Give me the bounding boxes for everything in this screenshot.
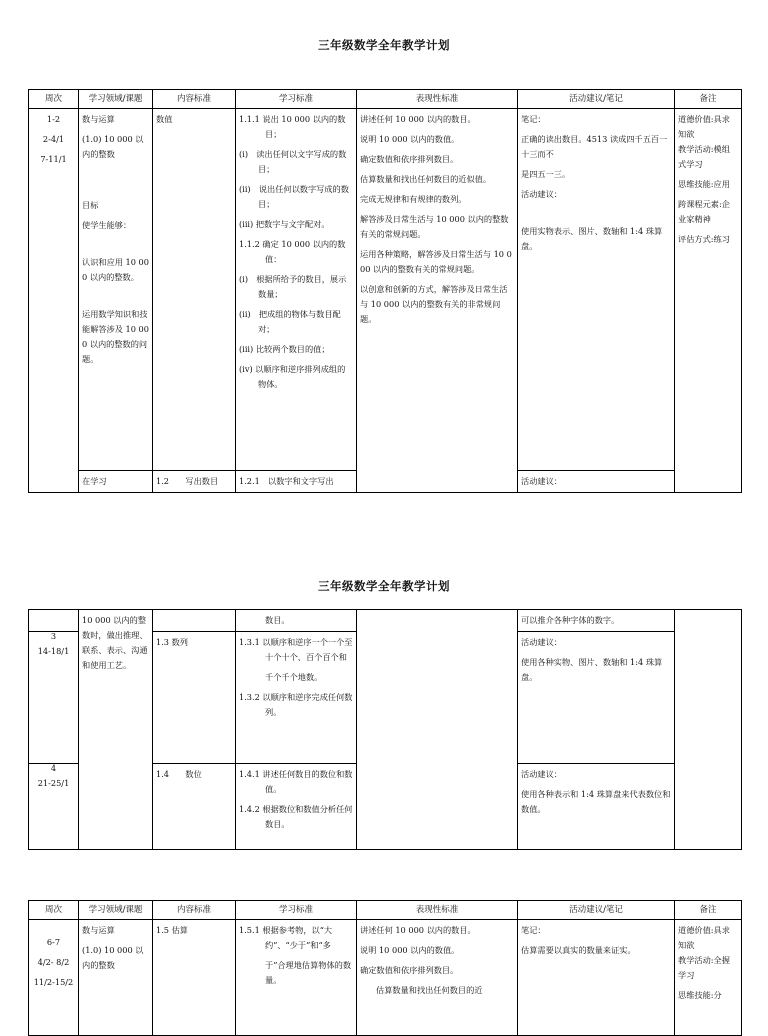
domain-title: 数与运算	[82, 925, 115, 935]
week-date: 14-18/1	[37, 646, 70, 656]
table-header-row	[29, 90, 742, 109]
note-text: 是四五一三。	[521, 169, 571, 179]
activity-cell	[518, 764, 675, 850]
week-date: 2-4/1	[42, 134, 65, 144]
content-cell	[153, 109, 236, 471]
week-cell	[29, 632, 79, 764]
week-cell	[29, 764, 79, 850]
note-text: 正确的读出数目。4513 读成四千五百一十三而不	[521, 134, 668, 159]
plan-table-2	[28, 609, 741, 850]
learning-cell	[236, 764, 357, 850]
content-cell	[153, 920, 236, 1036]
remark: 思维技能:分	[678, 990, 722, 1000]
header-learning-standard: 学习标准	[236, 90, 357, 109]
header-week: 周次	[29, 901, 79, 920]
performance-cell	[357, 920, 518, 1036]
performance-standard: 说明 10 000 以内的数值。	[360, 134, 460, 144]
week-cell	[29, 109, 79, 493]
performance-standard: 讲述任何 10 000 以内的数目。	[360, 114, 476, 124]
header-week: 周次	[29, 90, 79, 109]
remark: 评估方式:练习	[678, 234, 730, 244]
activity-text: 使用各种实物、图片、数轴和 1:4 珠算盘。	[521, 657, 663, 682]
table-row	[29, 109, 742, 471]
learning-standard: 1.3.1 以顺序和逆序一个一个至十个十个、百个百个和	[239, 637, 353, 662]
note-text: 估算需要以真实的数量来证实。	[521, 945, 636, 955]
domain-title: 数与运算	[82, 114, 115, 124]
goal-heading: 目标	[82, 200, 99, 210]
week-number: 3	[50, 631, 57, 641]
page-title: 三年级数学全年教学计划	[318, 38, 450, 52]
performance-standard: 确定数值和依序排列数目。	[360, 154, 459, 164]
learning-standard: 1.5.1 根据参考物，以“大约”、“少于”和“多	[239, 925, 333, 950]
remarks-cell	[675, 610, 742, 850]
remark: 思维技能:应用	[678, 179, 730, 189]
activity-heading: 活动建议：	[521, 637, 562, 647]
performance-standard: 说明 10 000 以内的数值。	[360, 945, 460, 955]
activity-text: 使用实物表示、图片、数轴和 1:4 珠算盘。	[521, 226, 663, 251]
performance-standard: 估算数量和找出任何数目的近似值。	[360, 174, 492, 184]
activity-cell	[518, 920, 675, 1036]
learning-substandard: (iii) 比较两个数目的值；	[239, 344, 330, 354]
header-content-standard: 内容标准	[153, 901, 236, 920]
performance-standard: 运用各种策略，解答涉及日常生活与 10 000 以内的整数有关的常规问题。	[360, 249, 512, 274]
performance-standard: 解答涉及日常生活与 10 000 以内的整数有关的常规问题。	[360, 214, 509, 239]
note-heading: 笔记：	[521, 114, 546, 124]
remark: 教学活动:模组式学习	[678, 144, 730, 169]
activity-cell	[518, 471, 675, 493]
content-standard: 1.3 数列	[156, 637, 188, 647]
content-standard: 1.4 数位	[156, 769, 202, 779]
week-date: 7-11/1	[40, 154, 67, 164]
content-cell	[153, 471, 236, 493]
table-row	[29, 610, 742, 632]
learning-standard: 1.1.2 确定 10 000 以内的数值：	[239, 239, 346, 264]
learning-standard: 1.1.1 说出 10 000 以内的数目；	[239, 114, 346, 139]
learning-standard: 数目。	[265, 615, 290, 625]
performance-standard: 以创意和创新的方式，解答涉及日常生活与 10 000 以内的整数有关的非常规问题。	[360, 284, 508, 324]
week-date: 11/2-15/2	[33, 977, 74, 987]
activity-heading: 活动建议：	[521, 189, 562, 199]
header-activity-notes: 活动建议/笔记	[518, 90, 675, 109]
header-domain: 学习领域/课题	[79, 90, 153, 109]
content-standard: 1.5 估算	[156, 925, 188, 935]
learning-standard: 千个千个地数。	[265, 672, 323, 682]
learning-cell	[236, 471, 357, 493]
activity-cell	[518, 632, 675, 764]
header-content-standard: 内容标准	[153, 90, 236, 109]
domain-text: 在学习	[82, 476, 107, 486]
learning-cell	[236, 920, 357, 1036]
week-date: 4/2- 8/2	[37, 957, 70, 967]
domain-cell	[79, 109, 153, 471]
performance-standard: 讲述任何 10 000 以内的数目。	[360, 925, 476, 935]
activity-cell	[518, 109, 675, 471]
week-number: 1-2	[46, 114, 61, 124]
note-heading: 笔记：	[521, 925, 546, 935]
activity-text: 可以推介各种字体的数字。	[521, 615, 620, 625]
domain-text: 10 000 以内的整数时，做出推理、联系、表示、沟通和使用工艺。	[82, 615, 148, 670]
header-remarks: 备注	[675, 901, 742, 920]
page-title: 三年级数学全年教学计划	[318, 579, 450, 593]
learning-substandard: (i) 根据所给予的数目，展示数量；	[239, 274, 347, 299]
header-activity-notes: 活动建议/笔记	[518, 901, 675, 920]
performance-standard: 确定数值和依序排列数目。	[360, 965, 459, 975]
learning-substandard: (i) 读出任何以文字写成的数目；	[239, 149, 347, 174]
table-row	[29, 920, 742, 1036]
activity-text: 使用各种表示和 1:4 珠算盘来代表数位和数值。	[521, 789, 671, 814]
remark: 教学活动:全握学习	[678, 955, 730, 980]
week-cell	[29, 920, 79, 1036]
week-date: 21-25/1	[37, 778, 70, 788]
learning-standard: 1.2.1 以数字和文字写出	[239, 476, 334, 486]
remark: 道德价值:具求知欲	[678, 925, 730, 950]
table-header-row	[29, 901, 742, 920]
header-remarks: 备注	[675, 90, 742, 109]
content-standard: 数值	[156, 114, 173, 124]
content-standard: 1.2 写出数目	[156, 476, 219, 486]
learning-substandard: (iii) 把数字与文字配对。	[239, 219, 330, 229]
header-domain: 学习领域/课题	[79, 901, 153, 920]
plan-table-3	[28, 900, 741, 1036]
learning-cell	[236, 610, 357, 632]
week-number: 4	[50, 763, 57, 773]
goal-item: 运用数学知识和技能解答涉及 10 000 以内的整数的问题。	[82, 309, 149, 364]
topic-title: (1.0) 10 000 以内的整数	[82, 134, 144, 159]
domain-cell	[79, 471, 153, 493]
content-cell	[153, 632, 236, 764]
learning-cell	[236, 632, 357, 764]
performance-standard: 完成无规律和有规律的数列。	[360, 194, 467, 204]
performance-cell	[357, 610, 518, 850]
header-performance-standard: 表现性标准	[357, 90, 518, 109]
header-learning-standard: 学习标准	[236, 901, 357, 920]
learning-substandard: (ii) 说出任何以数字写成的数目；	[239, 184, 349, 209]
performance-standard: 估算数量和找出任何数目的近	[376, 985, 483, 995]
header-performance-standard: 表现性标准	[357, 901, 518, 920]
activity-heading: 活动建议：	[521, 769, 562, 779]
learning-standard: 1.4.1 讲述任何数目的数位和数值。	[239, 769, 353, 794]
remarks-cell	[675, 920, 742, 1036]
content-cell	[153, 764, 236, 850]
learning-substandard: (ii) 把成组的物体与数目配对；	[239, 309, 341, 334]
remark: 跨课程元素:企业家精神	[678, 199, 730, 224]
goal-intro: 使学生能够：	[82, 220, 132, 230]
learning-cell	[236, 109, 357, 471]
content-cell	[153, 610, 236, 632]
remarks-cell	[675, 109, 742, 493]
week-cell	[29, 610, 79, 632]
remark: 道德价值:具求知欲	[678, 114, 730, 139]
topic-title: (1.0) 10 000 以内的整数	[82, 945, 144, 970]
learning-standard: 1.3.2 以顺序和逆序完成任何数列。	[239, 692, 353, 717]
plan-table-1	[28, 89, 741, 493]
learning-standard: 于”合理地估算物体的数量。	[265, 960, 352, 985]
activity-heading: 活动建议：	[521, 476, 562, 486]
domain-cell	[79, 610, 153, 850]
performance-cell	[357, 109, 518, 493]
domain-cell	[79, 920, 153, 1036]
learning-substandard: (iv) 以顺序和逆序排列成组的物体。	[239, 364, 346, 389]
learning-standard: 1.4.2 根据数位和数值分析任何数目。	[239, 804, 353, 829]
activity-cell	[518, 610, 675, 632]
week-number: 6-7	[46, 937, 61, 947]
goal-item: 认识和应用 10 000 以内的整数。	[82, 257, 149, 282]
